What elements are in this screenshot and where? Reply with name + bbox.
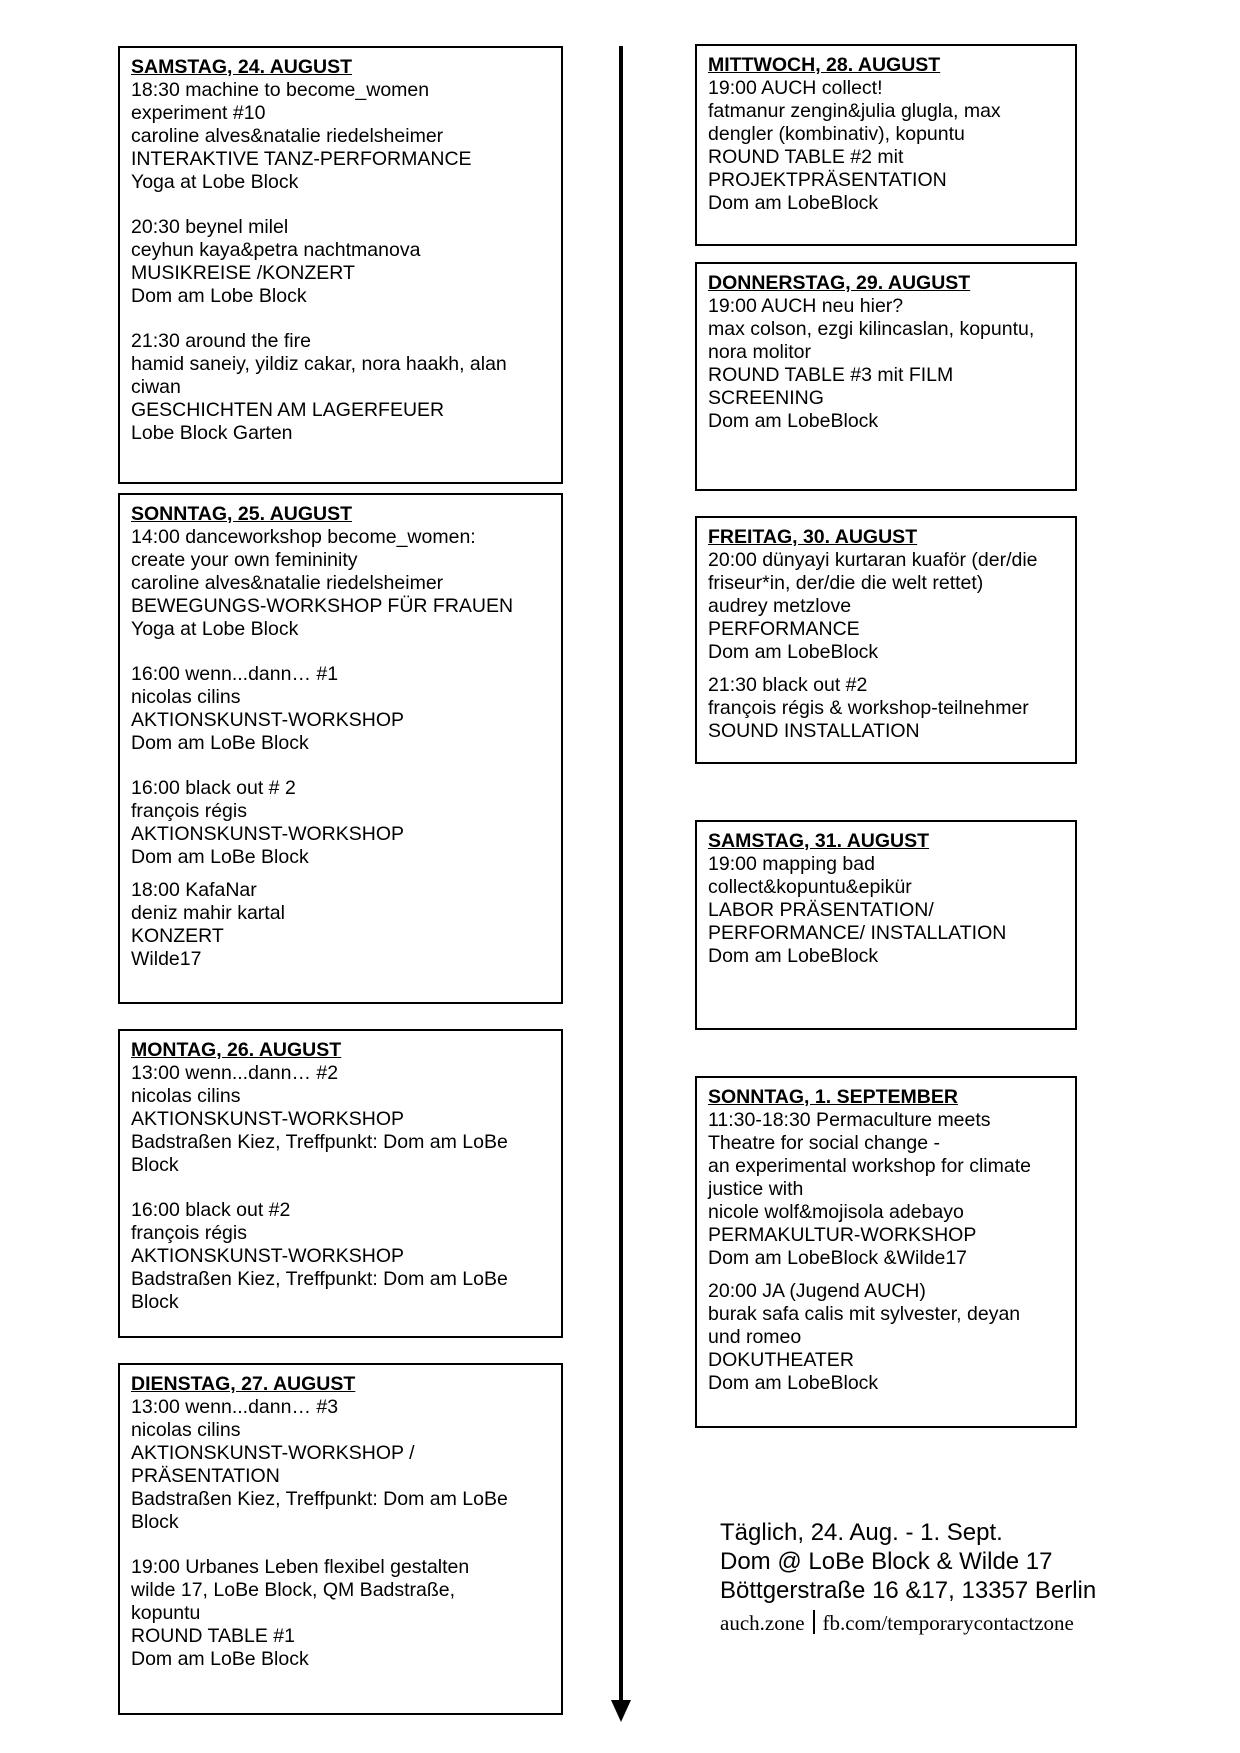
event-time-title: 19:00 Urbanes Leben flexibel gestalten <box>131 1556 470 1578</box>
event-entry <box>131 526 551 641</box>
event-category: SCREENING <box>708 387 824 409</box>
event-time-title: 13:00 wenn...dann… #2 <box>131 1062 339 1084</box>
event-entry <box>131 1556 551 1671</box>
day-title: SAMSTAG, 31. AUGUST <box>708 830 930 852</box>
event-entry <box>131 663 551 755</box>
event-category: PERFORMANCE <box>708 618 860 640</box>
event-location: Dom am LoBe Block <box>131 1648 309 1670</box>
event-location: Badstraßen Kiez, Treffpunkt: Dom am LoBe <box>131 1488 508 1510</box>
event-artists: françois régis <box>131 1222 247 1244</box>
event-location: Badstraßen Kiez, Treffpunkt: Dom am LoBe <box>131 1268 508 1290</box>
event-entry <box>131 879 551 971</box>
event-artists: caroline alves&natalie riedelsheimer <box>131 572 444 594</box>
website-link[interactable]: auch.zone <box>720 1611 805 1635</box>
event-artists: françois régis <box>131 800 247 822</box>
event-entry <box>131 1199 551 1314</box>
event-category: PROJEKTPRÄSENTATION <box>708 169 947 191</box>
day-box-samstag-31 <box>695 820 1077 1030</box>
event-time-title: 18:30 machine to become_women <box>131 79 430 101</box>
event-category: ROUND TABLE #3 mit FILM <box>708 364 954 386</box>
event-time-title: 14:00 danceworkshop become_women: <box>131 526 476 548</box>
event-entry <box>131 216 551 308</box>
footer-address: Böttgerstraße 16 &17, 13357 Berlin <box>720 1577 1097 1604</box>
event-location: Dom am LobeBlock <box>708 641 879 663</box>
event-artists: deniz mahir kartal <box>131 902 285 924</box>
day-box-montag-26 <box>118 1029 563 1338</box>
event-artists: hamid saneiy, yildiz cakar, nora haakh, alan <box>131 353 507 375</box>
event-time-title: 20:00 dünyayi kurtaran kuaför (der/die <box>708 549 1038 571</box>
event-category: AKTIONSKUNST-WORKSHOP <box>131 1108 405 1130</box>
event-category: KONZERT <box>131 925 224 947</box>
event-entry <box>708 295 1065 433</box>
event-category: PRÄSENTATION <box>131 1465 280 1487</box>
event-line: Theatre for social change - <box>708 1132 940 1154</box>
event-category: DOKUTHEATER <box>708 1349 854 1371</box>
day-box-freitag-30 <box>695 516 1077 764</box>
event-location: Badstraßen Kiez, Treffpunkt: Dom am LoBe <box>131 1131 508 1153</box>
event-time-title: 19:00 AUCH collect! <box>708 77 883 99</box>
event-time-title: 20:30 beynel milel <box>131 216 289 238</box>
footer-info <box>720 1518 1230 1638</box>
event-time-title: 21:30 around the fire <box>131 330 311 352</box>
event-category: AKTIONSKUNST-WORKSHOP <box>131 709 405 731</box>
event-category: GESCHICHTEN AM LAGERFEUER <box>131 399 445 421</box>
event-time-title: 11:30-18:30 Permaculture meets <box>708 1109 991 1131</box>
event-location: Block <box>131 1154 179 1176</box>
event-category: PERMAKULTUR-WORKSHOP <box>708 1224 977 1246</box>
facebook-link[interactable]: fb.com/temporarycontactzone <box>822 1611 1074 1635</box>
event-time-title: 13:00 wenn...dann… #3 <box>131 1396 339 1418</box>
day-box-samstag-24 <box>118 46 563 484</box>
event-artists: ceyhun kaya&petra nachtmanova <box>131 239 421 261</box>
timeline-line <box>619 46 623 1706</box>
event-location: Dom am Lobe Block <box>131 285 307 307</box>
event-artists: ciwan <box>131 376 181 398</box>
day-title: MONTAG, 26. AUGUST <box>131 1039 342 1061</box>
event-entry <box>708 1109 1065 1270</box>
event-entry <box>131 1062 551 1177</box>
day-title: SAMSTAG, 24. AUGUST <box>131 56 353 78</box>
day-box-sonntag-25 <box>118 493 563 1004</box>
event-entry <box>131 777 551 869</box>
event-category: LABOR PRÄSENTATION/ <box>708 899 934 921</box>
event-line: experiment #10 <box>131 102 266 124</box>
event-artists: audrey metzlove <box>708 595 852 617</box>
event-entry <box>708 549 1065 664</box>
event-artists: nicole wolf&mojisola adebayo <box>708 1201 964 1223</box>
footer-dates: Täglich, 24. Aug. - 1. Sept. <box>720 1519 1003 1546</box>
day-box-sonntag-1-september <box>695 1076 1077 1428</box>
day-title: SONNTAG, 1. SEPTEMBER <box>708 1086 958 1108</box>
day-title: FREITAG, 30. AUGUST <box>708 526 918 548</box>
event-time-title: 18:00 KafaNar <box>131 879 257 901</box>
event-category: MUSIKREISE /KONZERT <box>131 262 355 284</box>
event-time-title: 21:30 black out #2 <box>708 674 868 696</box>
event-category: BEWEGUNGS-WORKSHOP FÜR FRAUEN <box>131 595 514 617</box>
footer-links <box>720 1609 1230 1638</box>
day-title: SONNTAG, 25. AUGUST <box>131 503 353 525</box>
event-artists: françois régis & workshop-teilnehmer <box>708 697 1029 719</box>
event-entry <box>131 79 551 194</box>
event-category: AKTIONSKUNST-WORKSHOP <box>131 823 405 845</box>
event-location: Dom am LoBe Block <box>131 732 309 754</box>
event-artists: kopuntu <box>131 1602 201 1624</box>
event-location: Dom am LobeBlock <box>708 1372 879 1394</box>
event-location: Wilde17 <box>131 948 202 970</box>
event-location: Dom am LobeBlock <box>708 410 879 432</box>
event-artists: collect&kopuntu&epikür <box>708 876 912 898</box>
link-separator <box>813 1610 815 1634</box>
timeline-arrow-down-icon <box>611 1700 631 1722</box>
event-artists: und romeo <box>708 1326 802 1348</box>
event-artists: nicolas cilins <box>131 1085 241 1107</box>
day-title: MITTWOCH, 28. AUGUST <box>708 54 941 76</box>
event-line: an experimental workshop for climate <box>708 1155 1031 1177</box>
event-artists: nicolas cilins <box>131 1419 241 1441</box>
event-time-title: 16:00 wenn...dann… #1 <box>131 663 339 685</box>
event-category: SOUND INSTALLATION <box>708 720 920 742</box>
event-category: ROUND TABLE #2 mit <box>708 146 904 168</box>
footer-venue: Dom @ LoBe Block & Wilde 17 <box>720 1548 1053 1575</box>
event-location: Yoga at Lobe Block <box>131 171 299 193</box>
event-line: friseur*in, der/die die welt rettet) <box>708 572 984 594</box>
day-box-mittwoch-28 <box>695 44 1077 246</box>
event-location: Dom am LoBe Block <box>131 846 309 868</box>
event-location: Dom am LobeBlock <box>708 945 879 967</box>
event-time-title: 16:00 black out #2 <box>131 1199 291 1221</box>
day-box-donnerstag-29 <box>695 262 1077 491</box>
event-entry <box>708 77 1065 215</box>
event-artists: caroline alves&natalie riedelsheimer <box>131 125 444 147</box>
event-time-title: 19:00 AUCH neu hier? <box>708 295 904 317</box>
event-time-title: 20:00 JA (Jugend AUCH) <box>708 1280 926 1302</box>
event-artists: nora molitor <box>708 341 811 363</box>
event-category: PERFORMANCE/ INSTALLATION <box>708 922 1007 944</box>
event-entry <box>131 330 551 445</box>
event-location: Dom am LobeBlock <box>708 192 879 214</box>
event-artists: burak safa calis mit sylvester, deyan <box>708 1303 1021 1325</box>
event-location: Yoga at Lobe Block <box>131 618 299 640</box>
event-category: INTERAKTIVE TANZ-PERFORMANCE <box>131 148 472 170</box>
event-category: ROUND TABLE #1 <box>131 1625 295 1647</box>
event-category: AKTIONSKUNST-WORKSHOP <box>131 1245 405 1267</box>
event-location: Lobe Block Garten <box>131 422 293 444</box>
event-artists: max colson, ezgi kilincaslan, kopuntu, <box>708 318 1035 340</box>
event-entry <box>131 1396 551 1534</box>
day-title: DONNERSTAG, 29. AUGUST <box>708 272 971 294</box>
event-entry <box>708 853 1065 968</box>
event-time-title: 19:00 mapping bad <box>708 853 875 875</box>
event-line: create your own femininity <box>131 549 358 571</box>
event-artists: fatmanur zengin&julia glugla, max <box>708 100 1001 122</box>
event-location: Block <box>131 1511 179 1533</box>
day-box-dienstag-27 <box>118 1363 563 1715</box>
event-category: AKTIONSKUNST-WORKSHOP / <box>131 1442 415 1464</box>
event-artists: dengler (kombinativ), kopuntu <box>708 123 965 145</box>
event-entry <box>708 1280 1065 1395</box>
event-line: justice with <box>708 1178 804 1200</box>
day-title: DIENSTAG, 27. AUGUST <box>131 1373 356 1395</box>
event-location: Dom am LobeBlock &Wilde17 <box>708 1247 968 1269</box>
event-location: Block <box>131 1291 179 1313</box>
event-artists: nicolas cilins <box>131 686 241 708</box>
event-artists: wilde 17, LoBe Block, QM Badstraße, <box>131 1579 456 1601</box>
event-time-title: 16:00 black out # 2 <box>131 777 296 799</box>
event-entry <box>708 674 1065 743</box>
